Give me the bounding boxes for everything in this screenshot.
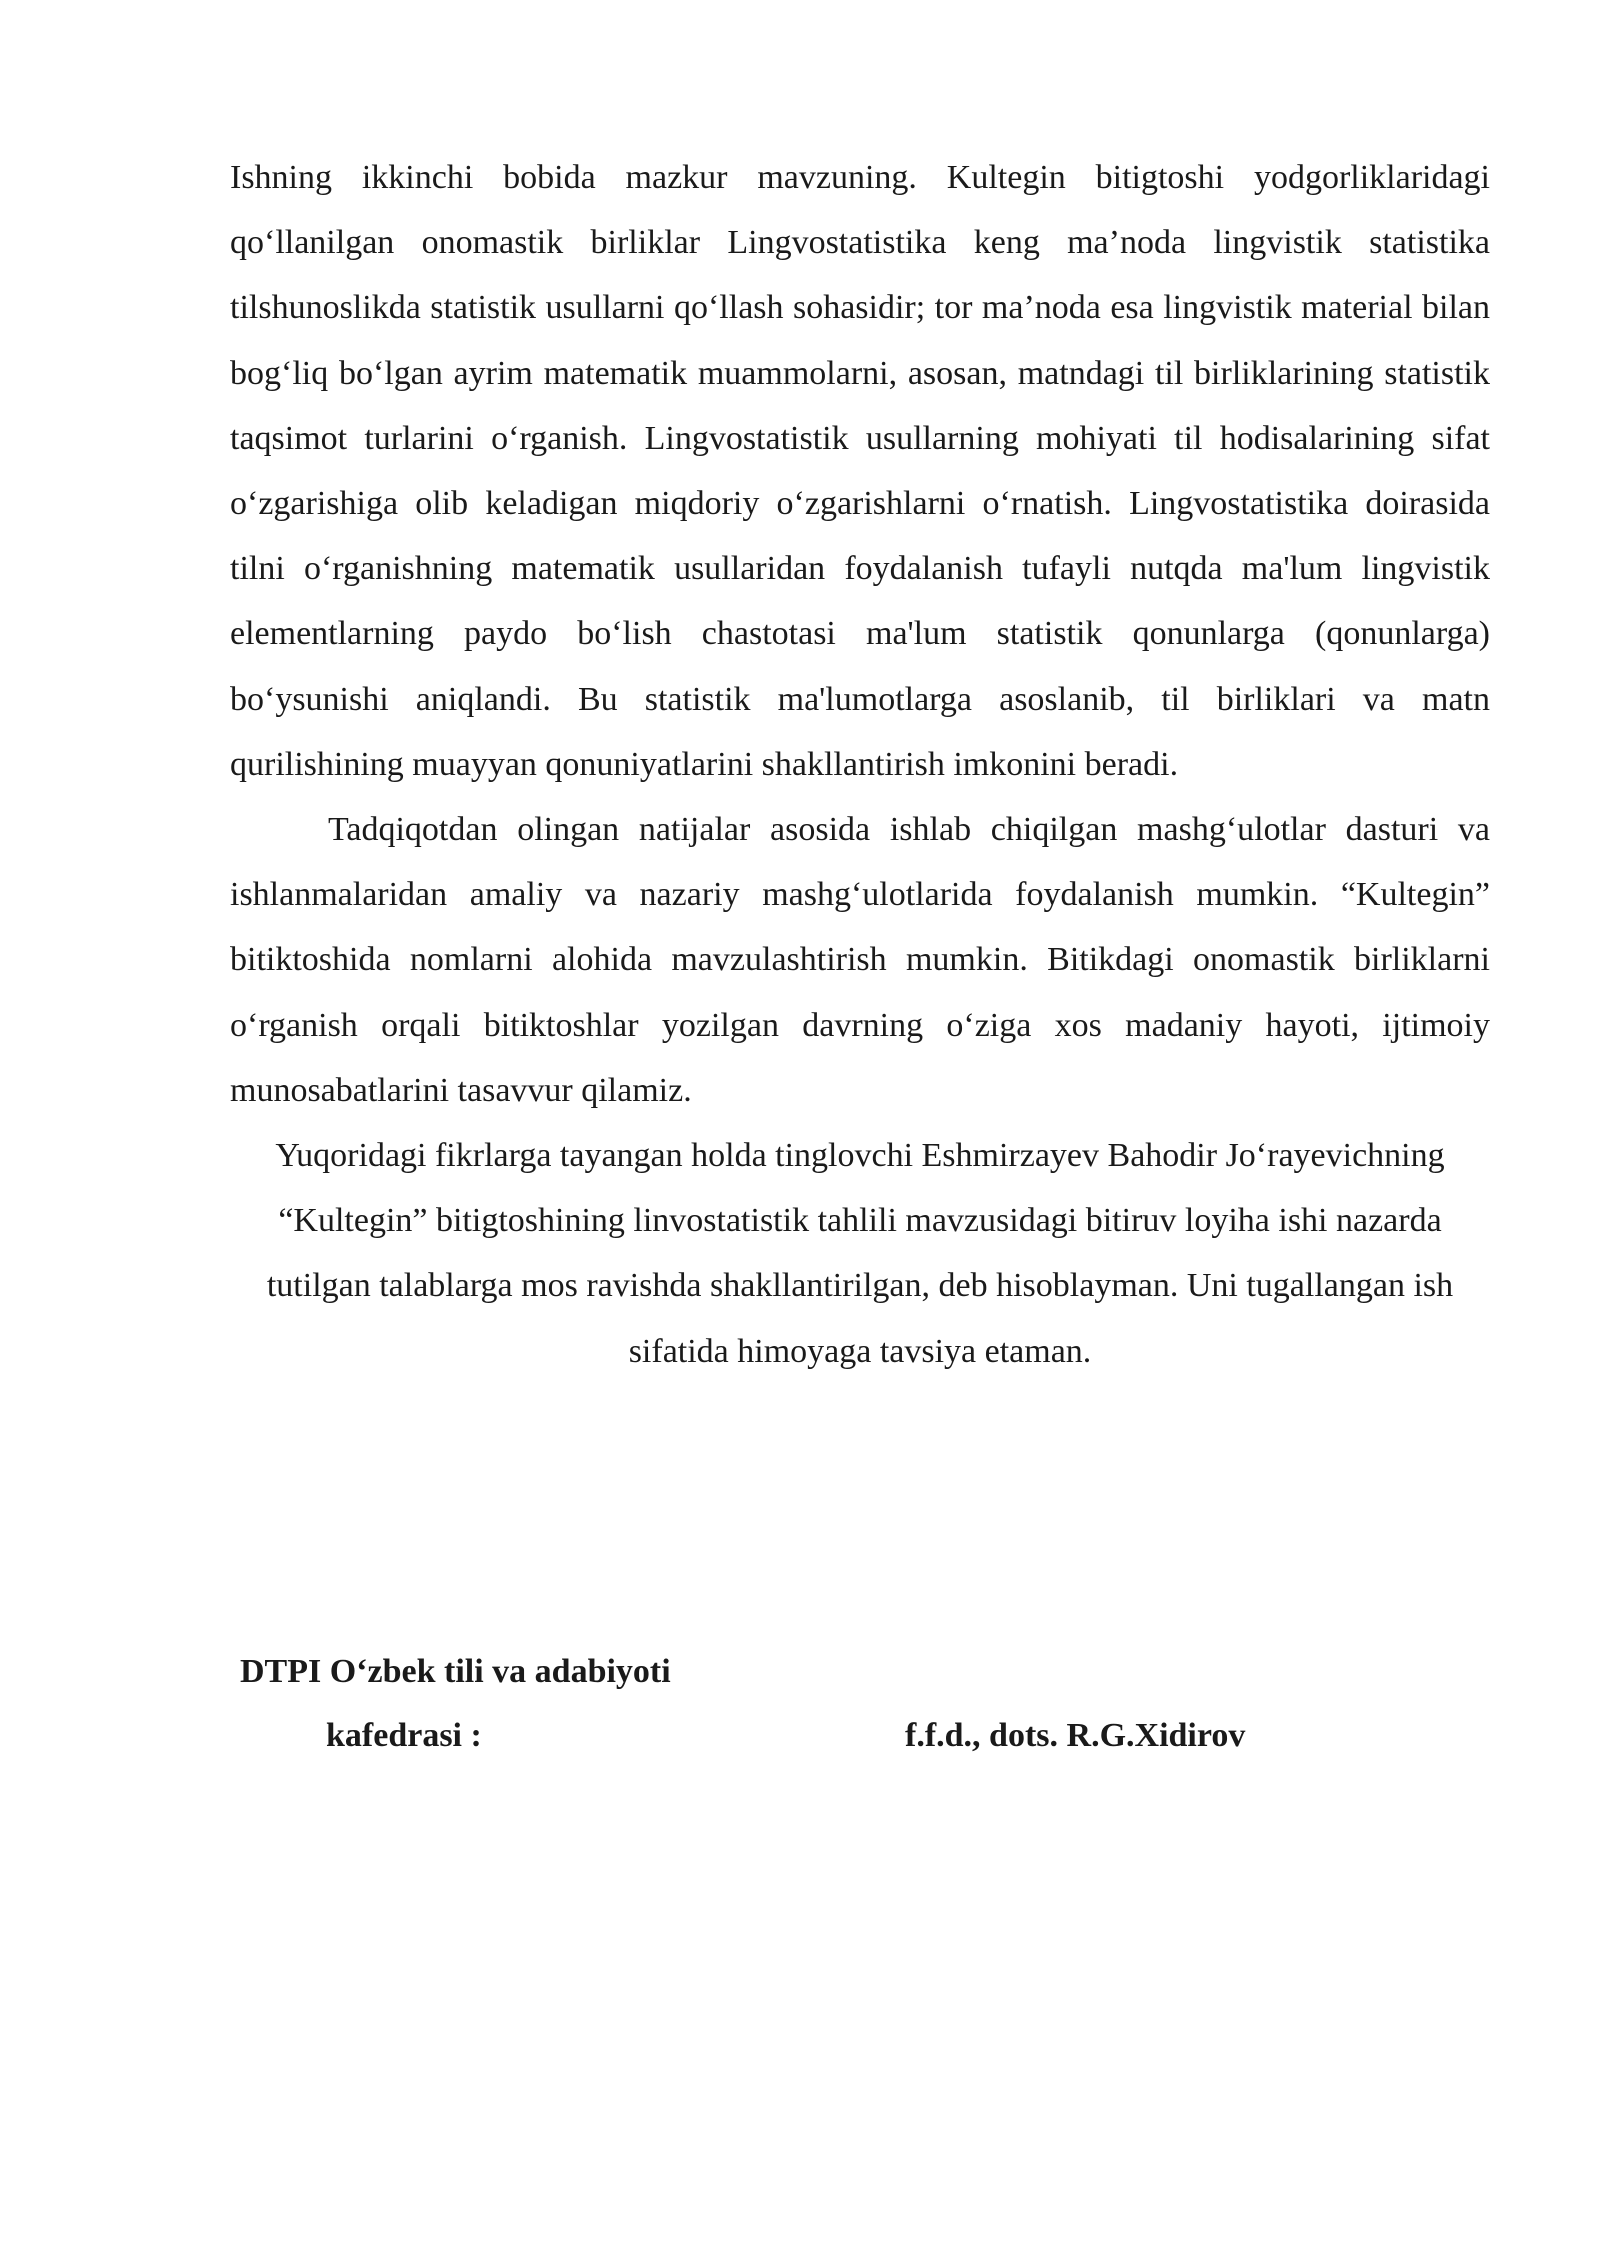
paragraph-conclusion: Yuqoridagi fikrlarga tayangan holda tinglovchi Eshmirzayev Bahodir Jo‘rayevichning “Kultegin” bitigtoshining linvostatistik tahlili mavzusidagi bitiruv loyiha ishi nazarda tutilgan talablarga mos ravishda shakllantirilgan, deb hisoblayman. Uni tugallangan ish sifatida himoyaga tavsiya etaman. <box>266 1137 1454 1370</box>
body-text <box>230 145 1490 1384</box>
paragraph-lingvostatistics: Ishning ikkinchi bobida mazkur mavzuning. Kultegin bitigtoshi yodgorliklaridagi qo‘llanilgan onomastik birliklar Lingvostatistika keng ma’noda lingvistik statistika tilshunoslikda statistik usullarni qo‘llash sohasidir; tor ma’noda esa lingvistik material bilan bog‘liq bo‘lgan ayrim matematik muammolarni, asosan, matndagi til birliklarining statistik taqsimot turlarini o‘rganish. Lingvostatistik usullarning mohiyati til hodisalarining sifat o‘zgarishiga olib keladigan miqdoriy o‘zgarishlarni o‘rnatish. Lingvostatistika doirasida tilni o‘rganishning matematik usullaridan foydalanish tufayli nutqda ma'lum lingvistik elementlarning paydo bo‘lish chastotasi ma'lum statistik qonunlarga (qonunlarga) bo‘ysunishi aniqlandi. Bu statistik ma'lumotlarga asoslanib, til birliklari va matn qurilishining muayyan qonuniyatlarini shakllantirish imkonini beradi. <box>230 159 1490 783</box>
paragraph-results: Tadqiqotdan olingan natijalar asosida ishlab chiqilgan mashg‘ulotlar dasturi va ishlanmalaridan amaliy va nazariy mashg‘ulotlarida foydalanish mumkin. “Kultegin” bitiktoshida nomlarni alohida mavzulashtirish mumkin. Bitikdagi onomastik birliklarni o‘rganish orqali bitiktoshlar yozilgan davrning o‘ziga xos madaniy hayoti, ijtimoiy munosabatlarini tasavvur qilamiz. <box>230 811 1490 1109</box>
signature-department: DTPI O‘zbek tili va adabiyoti <box>240 1653 671 1690</box>
signature-department-suffix: kafedrasi : <box>326 1717 482 1754</box>
signature-name: f.f.d., dots. R.G.Xidirov <box>905 1717 1246 1754</box>
